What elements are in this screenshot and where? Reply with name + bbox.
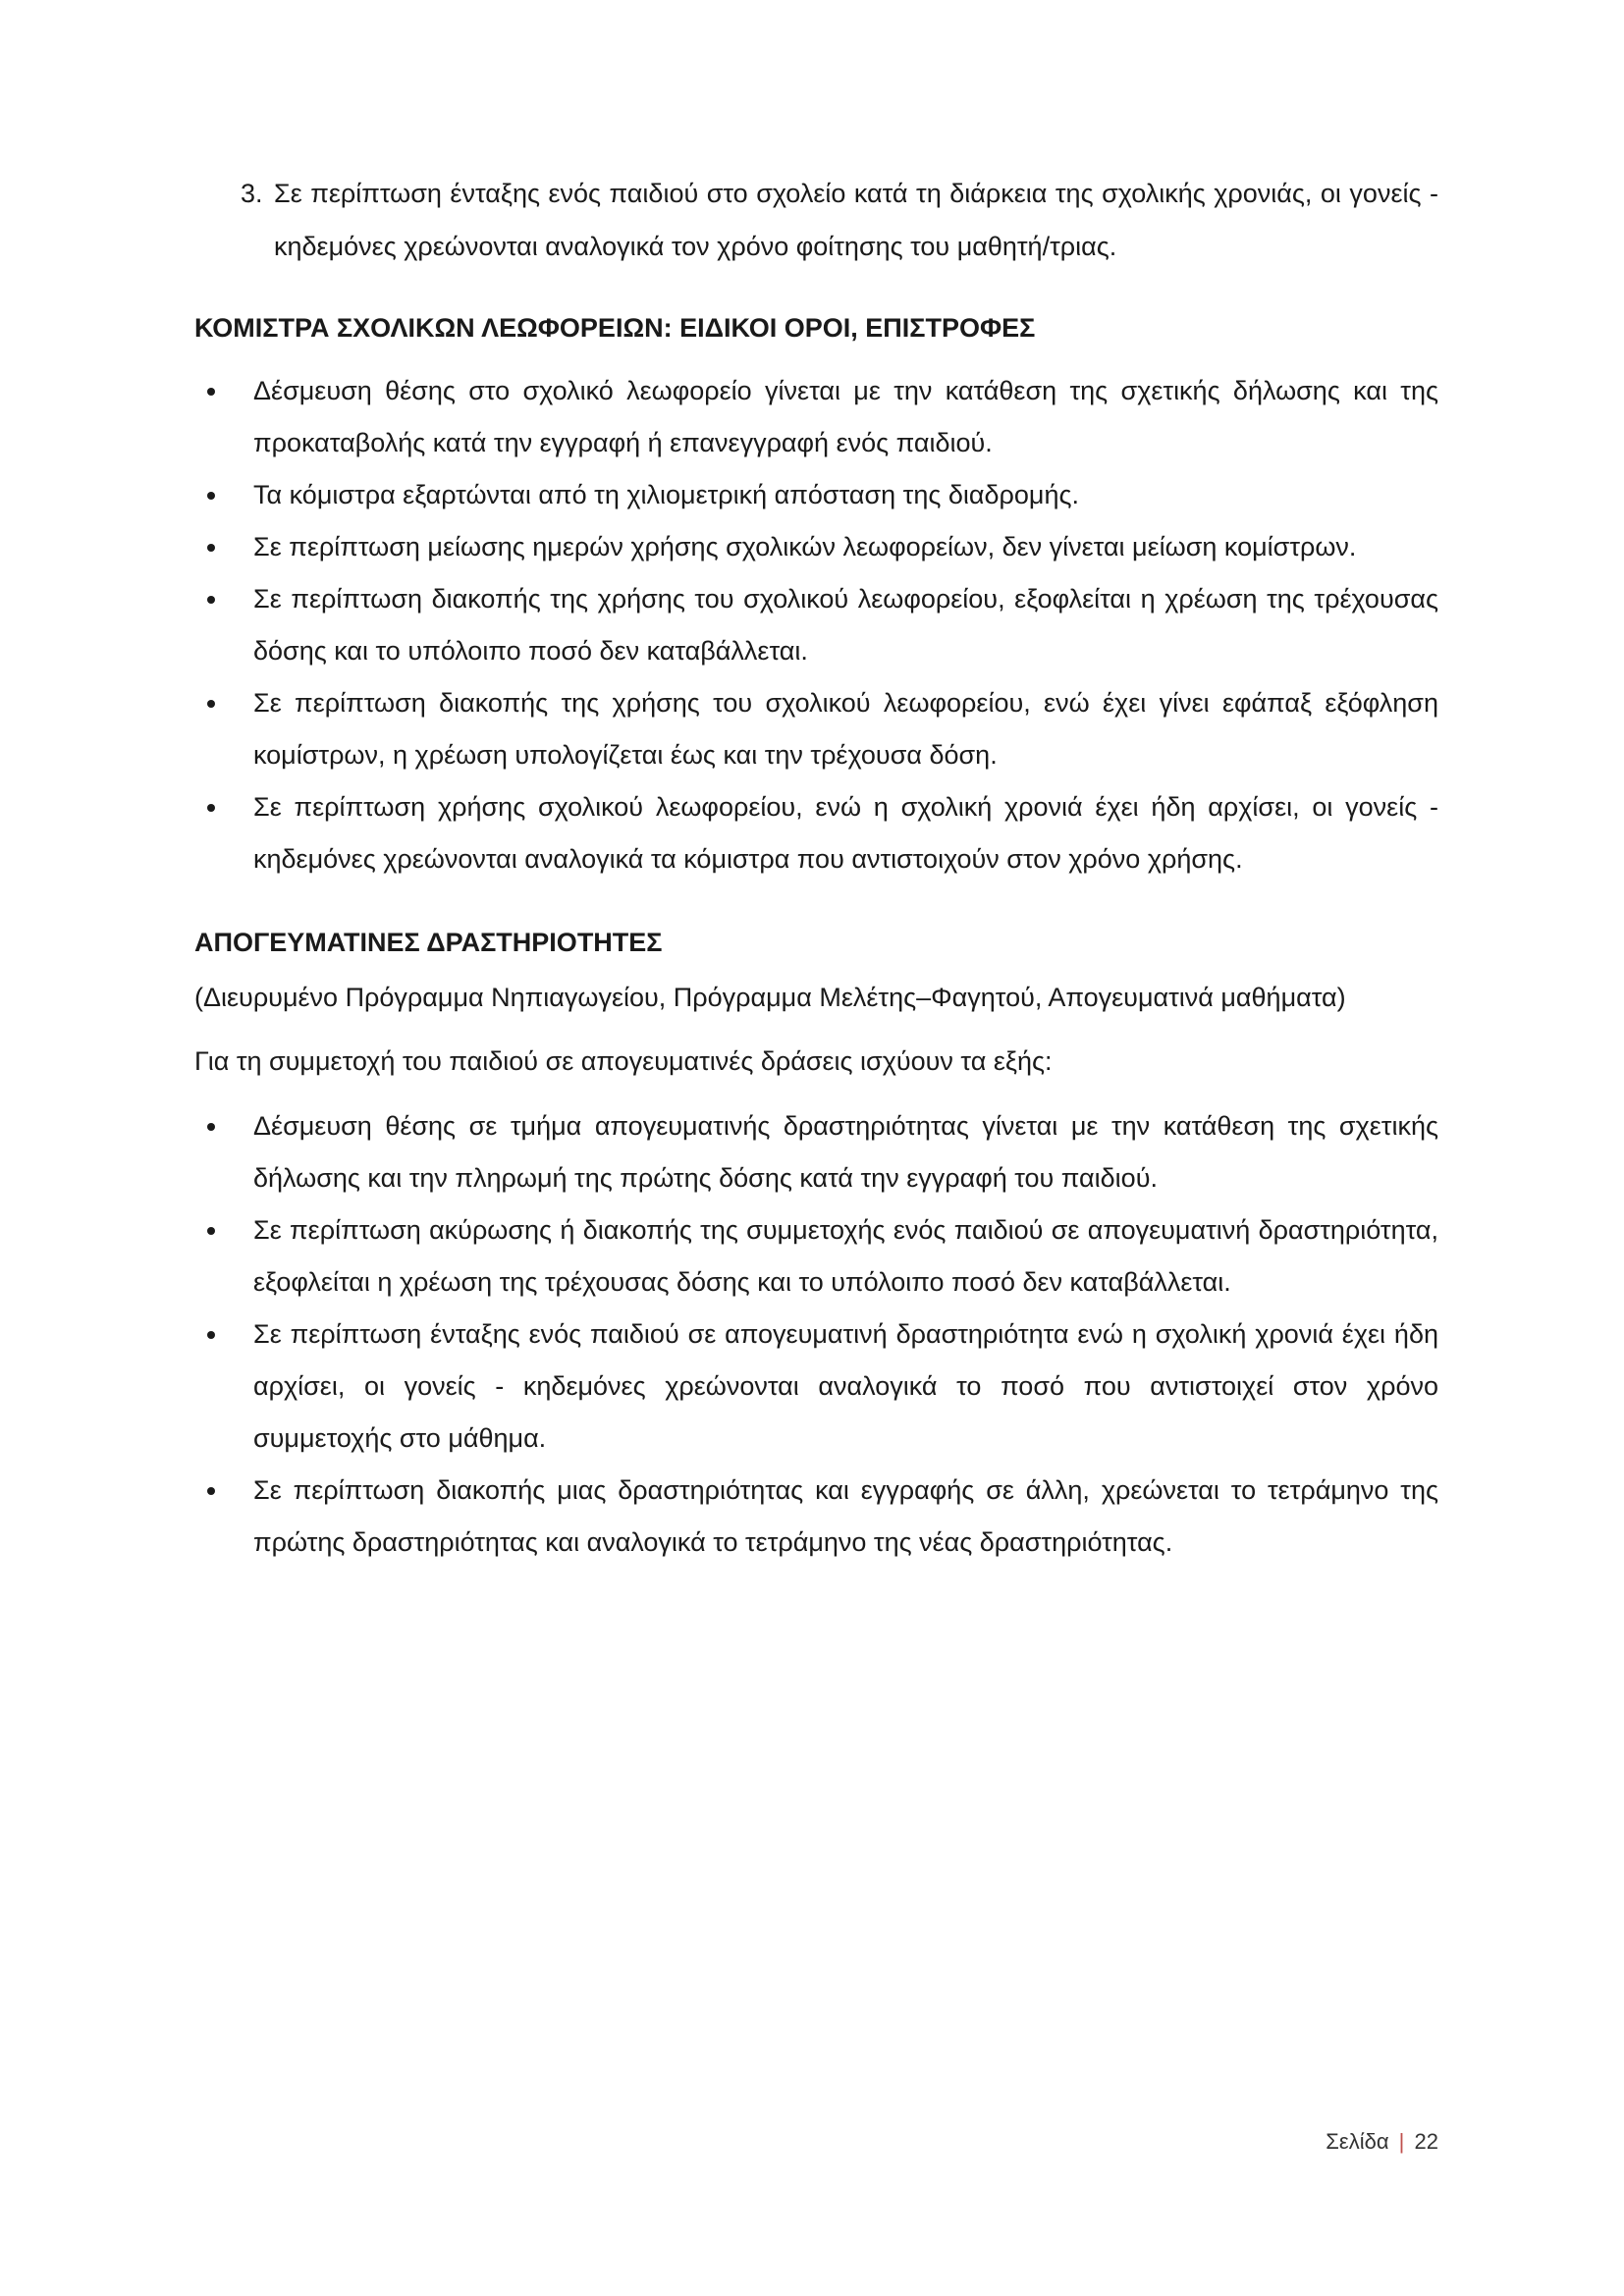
list-item-text: Σε περίπτωση χρήσης σχολικού λεωφορείου, ενώ η σχολική χρονιά έχει ήδη αρχίσει, οι γονείς - κηδεμόνες χρεώνονται αναλογικά τα κόμιστρα που αντιστοιχούν στον χρόνο χρήσης. xyxy=(253,792,1438,874)
list-item-text: Σε περίπτωση ακύρωσης ή διακοπής της συμμετοχής ενός παιδιού σε απογευματινή δραστηριότητα, εξοφλείται η χρέωση της τρέχουσας δόσης και το υπόλοιπο ποσό δεν καταβάλλεται. xyxy=(253,1215,1438,1297)
list-item xyxy=(194,1100,1438,1204)
list-item xyxy=(194,573,1438,677)
numbered-item-3 xyxy=(194,167,1438,273)
list-item-text: Σε περίπτωση διακοπής μιας δραστηριότητας και εγγραφής σε άλλη, χρεώνεται το τετράμηνο της πρώτης δραστηριότητας και αναλογικά το τετράμηνο της νέας δραστηριότητας. xyxy=(253,1475,1438,1557)
page-label: Σελίδα xyxy=(1326,2129,1389,2154)
list-item xyxy=(194,781,1438,885)
list-item xyxy=(194,1204,1438,1308)
bus-fares-list xyxy=(194,365,1438,885)
bullet-icon xyxy=(194,781,253,885)
bullet-icon xyxy=(194,1100,253,1204)
list-item xyxy=(194,1465,1438,1569)
bullet-icon xyxy=(194,573,253,677)
list-item-text: Σε περίπτωση μείωσης ημερών χρήσης σχολικών λεωφορείων, δεν γίνεται μείωση κομίστρων. xyxy=(253,532,1357,561)
list-item xyxy=(194,469,1438,521)
item-text: Σε περίπτωση ένταξης ενός παιδιού στο σχολείο κατά τη διάρκεια της σχολικής χρονιάς, οι γονείς - κηδεμόνες χρεώνονται αναλογικά τον χρόνο φοίτησης του μαθητή/τριας. xyxy=(274,179,1438,261)
bus-fares-heading: ΚΟΜΙΣΤΡΑ ΣΧΟΛΙΚΩΝ ΛΕΩΦΟΡΕΙΩΝ: ΕΙΔΙΚΟΙ ΟΡΟΙ, ΕΠΙΣΤΡΟΦΕΣ xyxy=(194,313,1036,343)
list-item-text: Σε περίπτωση διακοπής της χρήσης του σχολικού λεωφορείου, εξοφλείται η χρέωση της τρέχουσας δόσης και το υπόλοιπο ποσό δεν καταβάλλεται. xyxy=(253,584,1438,666)
list-item-text: Δέσμευση θέσης σε τμήμα απογευματινής δραστηριότητας γίνεται με την κατάθεση της σχετικής δήλωσης και την πληρωμή της πρώτης δόσης κατά την εγγραφή του παιδιού. xyxy=(253,1111,1438,1193)
list-item-text: Σε περίπτωση διακοπής της χρήσης του σχολικού λεωφορείου, ενώ έχει γίνει εφάπαξ εξόφληση κομίστρων, η χρέωση υπολογίζεται έως και την τρέχουσα δόση. xyxy=(253,688,1438,770)
afternoon-activities-heading: ΑΠΟΓΕΥΜΑΤΙΝΕΣ ΔΡΑΣΤΗΡΙΟΤΗΤΕΣ xyxy=(194,928,663,957)
footer-separator: | xyxy=(1398,2129,1405,2154)
activities-list xyxy=(194,1100,1438,1569)
activities-intro: Για τη συμμετοχή του παιδιού σε απογευματινές δράσεις ισχύουν τα εξής: xyxy=(194,1046,1053,1076)
list-item-text: Τα κόμιστρα εξαρτώνται από τη χιλιομετρική απόσταση της διαδρομής. xyxy=(253,480,1079,509)
bullet-icon xyxy=(194,1204,253,1308)
bullet-icon xyxy=(194,677,253,781)
list-item xyxy=(194,521,1438,573)
list-item xyxy=(194,1308,1438,1465)
activities-subtitle: (Διευρυμένο Πρόγραμμα Νηπιαγωγείου, Πρόγραμμα Μελέτης–Φαγητού, Απογευματινά μαθήματα) xyxy=(194,983,1346,1012)
bullet-icon xyxy=(194,521,253,573)
list-item xyxy=(194,677,1438,781)
list-item-text: Δέσμευση θέσης στο σχολικό λεωφορείο γίνεται με την κατάθεση της σχετικής δήλωσης και της προκαταβολής κατά την εγγραφή ή επανεγγραφή ενός παιδιού. xyxy=(253,376,1438,457)
list-item xyxy=(194,365,1438,469)
list-item-text: Σε περίπτωση ένταξης ενός παιδιού σε απογευματινή δραστηριότητα ενώ η σχολική χρονιά έχει ήδη αρχίσει, οι γονείς - κηδεμόνες χρεώνονται αναλογικά το ποσό που αντιστοιχεί στον χρόνο συμμετοχής στο μάθημα. xyxy=(253,1319,1438,1453)
bullet-icon xyxy=(194,1308,253,1465)
page-content xyxy=(194,167,1438,1569)
page-footer xyxy=(1326,2127,1438,2157)
bullet-icon xyxy=(194,1465,253,1569)
bullet-icon xyxy=(194,469,253,521)
page-number: 22 xyxy=(1414,2129,1438,2154)
item-number: 3. xyxy=(241,179,263,208)
bullet-icon xyxy=(194,365,253,469)
